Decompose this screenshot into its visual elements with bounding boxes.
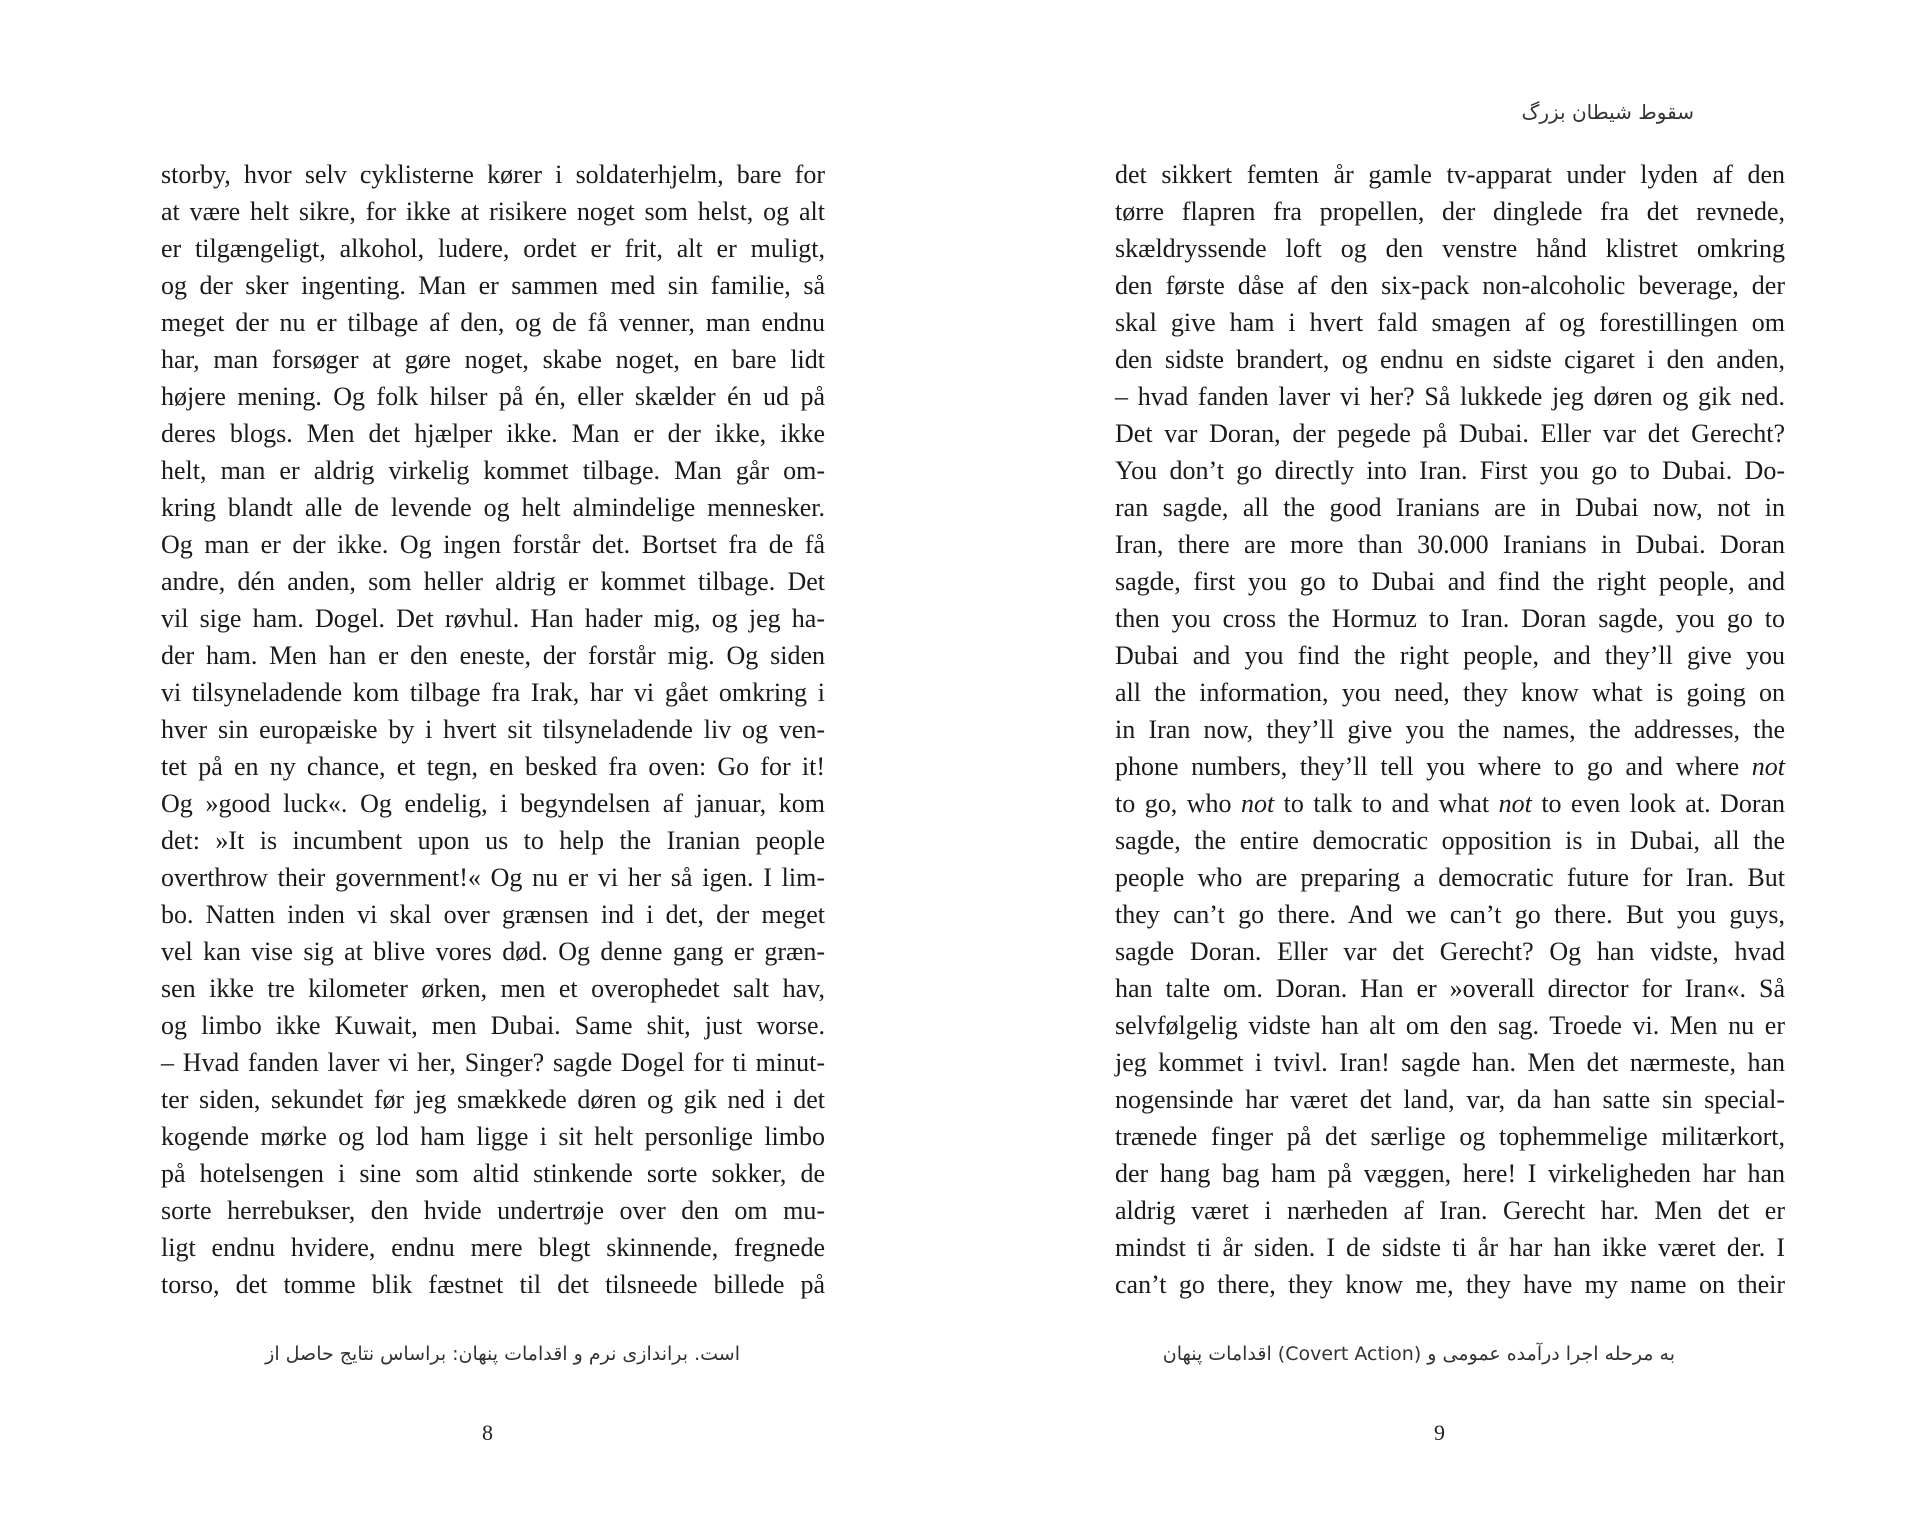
right-footnote: به مرحله اجرا درآمده عمومی و (Covert Action) اقدامات پنهان <box>1162 1343 1675 1365</box>
text-line: sorte herrebukser, den hvide undertrøje over den om mu- <box>161 1196 825 1225</box>
text-line: højere mening. Og folk hilser på én, eller skælder én ud på <box>161 382 825 411</box>
right-body-text <box>1115 156 1785 1303</box>
text-line: Dubai and you find the right people, and they’ll give you <box>1115 641 1785 670</box>
text-line: then you cross the Hormuz to Iran. Doran sagde, you go to <box>1115 604 1785 633</box>
text-line: sagde Doran. Eller var det Gerecht? Og han vidste, hvad <box>1115 937 1785 966</box>
text-line: Og »good luck«. Og endelig, i begyndelsen af januar, kom <box>161 789 825 818</box>
text-line: skal give ham i hvert fald smagen af og forestillingen om <box>1115 308 1785 337</box>
text-line: sagde, first you go to Dubai and find the right people, and <box>1115 567 1785 596</box>
text-line: han talte om. Doran. Han er »overall director for Iran«. Så <box>1115 974 1785 1003</box>
text-line: har, man forsøger at gøre noget, skabe noget, en bare lidt <box>161 345 825 374</box>
text-line: – hvad fanden laver vi her? Så lukkede jeg døren og gik ned. <box>1115 382 1785 411</box>
text-line: deres blogs. Men det hjælper ikke. Man er der ikke, ikke <box>161 419 825 448</box>
text-line: det sikkert femten år gamle tv-apparat under lyden af den <box>1115 160 1785 189</box>
text-line: den første dåse af den six-pack non-alcoholic beverage, der <box>1115 271 1785 300</box>
text-line: og limbo ikke Kuwait, men Dubai. Same shit, just worse. <box>161 1011 825 1040</box>
text-line: at være helt sikre, for ikke at risikere noget som helst, og alt <box>161 197 825 226</box>
text-line: can’t go there, they know me, they have my name on their <box>1115 1270 1785 1299</box>
text-line: andre, dén anden, som heller aldrig er kommet tilbage. Det <box>161 567 825 596</box>
text-line: to go, who not to talk to and what not to even look at. Doran <box>1115 789 1786 818</box>
text-line: phone numbers, they’ll tell you where to go and where not <box>1115 752 1785 781</box>
text-line: nogensinde har været det land, var, da han satte sin special- <box>1115 1085 1785 1114</box>
text-line: kring blandt alle de levende og helt almindelige mennesker. <box>161 493 825 522</box>
text-line: sagde, the entire democratic opposition is in Dubai, all the <box>1115 826 1785 855</box>
text-line: helt, man er aldrig virkelig kommet tilbage. Man går om- <box>161 456 825 485</box>
text-line: ligt endnu hvidere, endnu mere blegt skinnende, fregnede <box>161 1233 825 1262</box>
text-line: på hotelsengen i sine som altid stinkende sorte sokker, de <box>161 1159 825 1188</box>
text-line: der ham. Men han er den eneste, der forstår mig. Og siden <box>161 641 825 670</box>
text-line: meget der nu er tilbage af den, og de få venner, man endnu <box>161 308 825 337</box>
text-line: tet på en ny chance, et tegn, en besked fra oven: Go for it! <box>161 752 825 781</box>
text-line: og der sker ingenting. Man er sammen med sin familie, så <box>161 271 825 300</box>
text-line: overthrow their government!« Og nu er vi her så igen. I lim- <box>161 863 825 892</box>
text-line: er tilgængeligt, alkohol, ludere, ordet er frit, alt er muligt, <box>161 234 825 263</box>
text-line: selvfølgelig vidste han alt om den sag. Troede vi. Men nu er <box>1115 1011 1785 1040</box>
text-line: hver sin europæiske by i hvert sit tilsyneladende liv og ven- <box>161 715 825 744</box>
text-line: storby, hvor selv cyklisterne kører i soldaterhjelm, bare for <box>161 160 825 189</box>
text-line: kogende mørke og lod ham ligge i sit helt personlige limbo <box>161 1122 825 1151</box>
text-line: in Iran now, they’ll give you the names, the addresses, the <box>1115 715 1785 744</box>
text-line: sen ikke tre kilometer ørken, men et overophedet salt hav, <box>161 974 825 1003</box>
text-line: ran sagde, all the good Iranians are in Dubai now, not in <box>1115 493 1785 522</box>
running-header: سقوط شیطان بزرگ <box>1521 100 1694 124</box>
text-line: Det var Doran, der pegede på Dubai. Eller var det Gerecht? <box>1115 419 1785 448</box>
text-line: vel kan vise sig at blive vores død. Og denne gang er græn- <box>161 937 825 966</box>
left-body-text <box>161 156 825 1303</box>
text-line: vi tilsyneladende kom tilbage fra Irak, har vi gået omkring i <box>161 678 825 707</box>
text-line: mindst ti år siden. I de sidste ti år har han ikke været der. I <box>1115 1233 1785 1262</box>
text-line: Iran, there are more than 30.000 Iranians in Dubai. Doran <box>1115 530 1785 559</box>
text-line: trænede finger på det særlige og tophemmelige militærkort, <box>1115 1122 1785 1151</box>
text-line: torso, det tomme blik fæstnet til det tilsneede billede på <box>161 1270 825 1299</box>
text-line: they can’t go there. And we can’t go there. But you guys, <box>1115 900 1785 929</box>
text-line: jeg kommet i tvivl. Iran! sagde han. Men det nærmeste, han <box>1115 1048 1785 1077</box>
text-line: people who are preparing a democratic future for Iran. But <box>1115 863 1785 892</box>
text-line: det: »It is incumbent upon us to help the Iranian people <box>161 826 825 855</box>
text-line: – Hvad fanden laver vi her, Singer? sagde Dogel for ti minut- <box>161 1048 825 1077</box>
text-line: ter siden, sekundet før jeg smækkede døren og gik ned i det <box>161 1085 825 1114</box>
text-line: You don’t go directly into Iran. First you go to Dubai. Do- <box>1115 456 1785 485</box>
text-line: der hang bag ham på væggen, here! I virkeligheden har han <box>1115 1159 1785 1188</box>
text-line: all the information, you need, they know what is going on <box>1115 678 1785 707</box>
text-line: Og man er der ikke. Og ingen forstår det. Bortset fra de få <box>161 530 825 559</box>
text-line: skældryssende loft og den venstre hånd klistret omkring <box>1115 234 1785 263</box>
right-page <box>960 0 1920 1529</box>
text-line: vil sige ham. Dogel. Det røvhul. Han hader mig, og jeg ha- <box>161 604 825 633</box>
text-line: bo. Natten inden vi skal over grænsen ind i det, der meget <box>161 900 825 929</box>
text-line: aldrig været i nærheden af Iran. Gerecht har. Men det er <box>1115 1196 1785 1225</box>
text-line: den sidste brandert, og endnu en sidste cigaret i den anden, <box>1115 345 1785 374</box>
text-line: tørre flapren fra propellen, der dinglede fra det revnede, <box>1115 197 1785 226</box>
right-page-number: 9 <box>1434 1420 1445 1445</box>
left-page-number: 8 <box>482 1420 493 1445</box>
left-footnote: است. براندازی نرم و اقدامات پنهان: براساس نتایج حاصل از <box>265 1343 740 1365</box>
